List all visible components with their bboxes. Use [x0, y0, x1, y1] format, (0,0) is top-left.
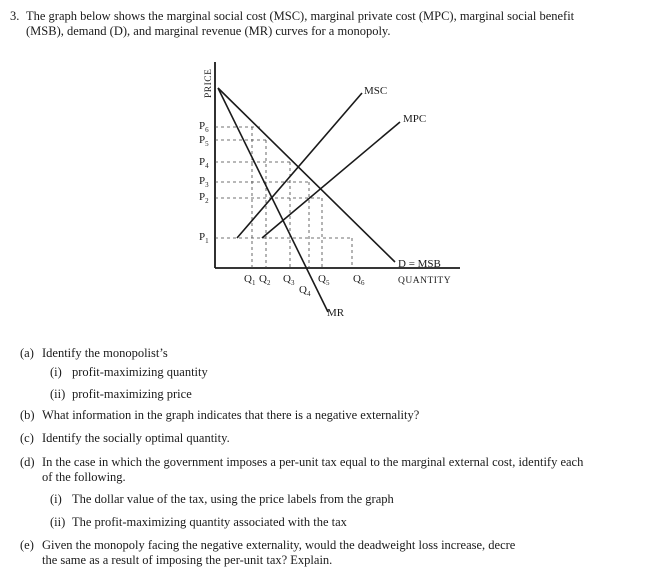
price-label-p6: $P_6$: [199, 120, 209, 134]
part-d-ii-label: (ii): [50, 515, 66, 529]
quantity-label-q3: $Q_3$: [283, 273, 295, 287]
part-d-text-line-1: In the case in which the government imposes a per-unit tax equal to the marginal external cost, identify each: [42, 455, 584, 469]
demand-msb-label: D = MSB: [398, 258, 441, 270]
price-label-p2: $P_2$: [199, 191, 209, 205]
price-label-p3: $P_3$: [199, 175, 209, 189]
quantity-label-q4: $Q_4$: [299, 284, 311, 298]
mr-curve: [218, 88, 328, 312]
msc-label: MSC: [364, 85, 388, 97]
x-axis-label: QUANTITY: [398, 276, 452, 286]
demand-msb-curve: [218, 88, 395, 262]
part-a-i-label: (i): [50, 365, 62, 379]
quantity-label-q6: $Q_6$: [353, 273, 365, 287]
y-axis-label: PRICE: [204, 68, 214, 98]
part-e-text-line-1: Given the monopoly facing the negative externality, would the deadweight loss increase, decre: [42, 538, 516, 552]
part-d-i-label: (i): [50, 492, 62, 506]
part-a-label: (a): [20, 346, 34, 360]
question-intro-line-1: The graph below shows the marginal social cost (MSC), marginal private cost (MPC), marginal social benefit: [26, 9, 575, 23]
part-d-ii-text: The profit-maximizing quantity associated with the tax: [72, 515, 347, 529]
part-d-i-text: The dollar value of the tax, using the price labels from the graph: [72, 492, 394, 506]
quantity-label-q1: $Q_1$: [244, 273, 256, 287]
part-e-text-line-2: the same as a result of imposing the per-unit tax? Explain.: [42, 553, 333, 567]
price-label-p1: $P_1$: [199, 231, 209, 245]
part-d-text-line-2: of the following.: [42, 470, 126, 484]
price-label-p5: $P_5$: [199, 134, 209, 148]
part-c-label: (c): [20, 431, 34, 445]
part-d-label: (d): [20, 455, 35, 469]
price-label-p4: $P_4$: [199, 156, 209, 170]
mr-label: MR: [327, 307, 345, 319]
cropped-edge-fade: [560, 535, 648, 571]
part-a-ii-label: (ii): [50, 387, 66, 401]
part-b-label: (b): [20, 408, 35, 422]
quantity-label-q5: $Q_5$: [318, 273, 330, 287]
part-a-ii-text: profit-maximizing price: [72, 387, 192, 401]
part-a-i-text: profit-maximizing quantity: [72, 365, 208, 379]
part-c-text: Identify the socially optimal quantity.: [42, 431, 230, 445]
mpc-curve: [262, 122, 400, 238]
quantity-label-q2: $Q_2$: [259, 273, 271, 287]
mpc-label: MPC: [403, 113, 427, 125]
question-number: 3.: [10, 9, 20, 23]
question-intro-line-2: (MSB), demand (D), and marginal revenue (MR) curves for a monopoly.: [26, 24, 391, 38]
part-e-label: (e): [20, 538, 34, 552]
part-b-text: What information in the graph indicates that there is a negative externality?: [42, 408, 420, 422]
part-a-text: Identify the monopolist’s: [42, 346, 168, 360]
